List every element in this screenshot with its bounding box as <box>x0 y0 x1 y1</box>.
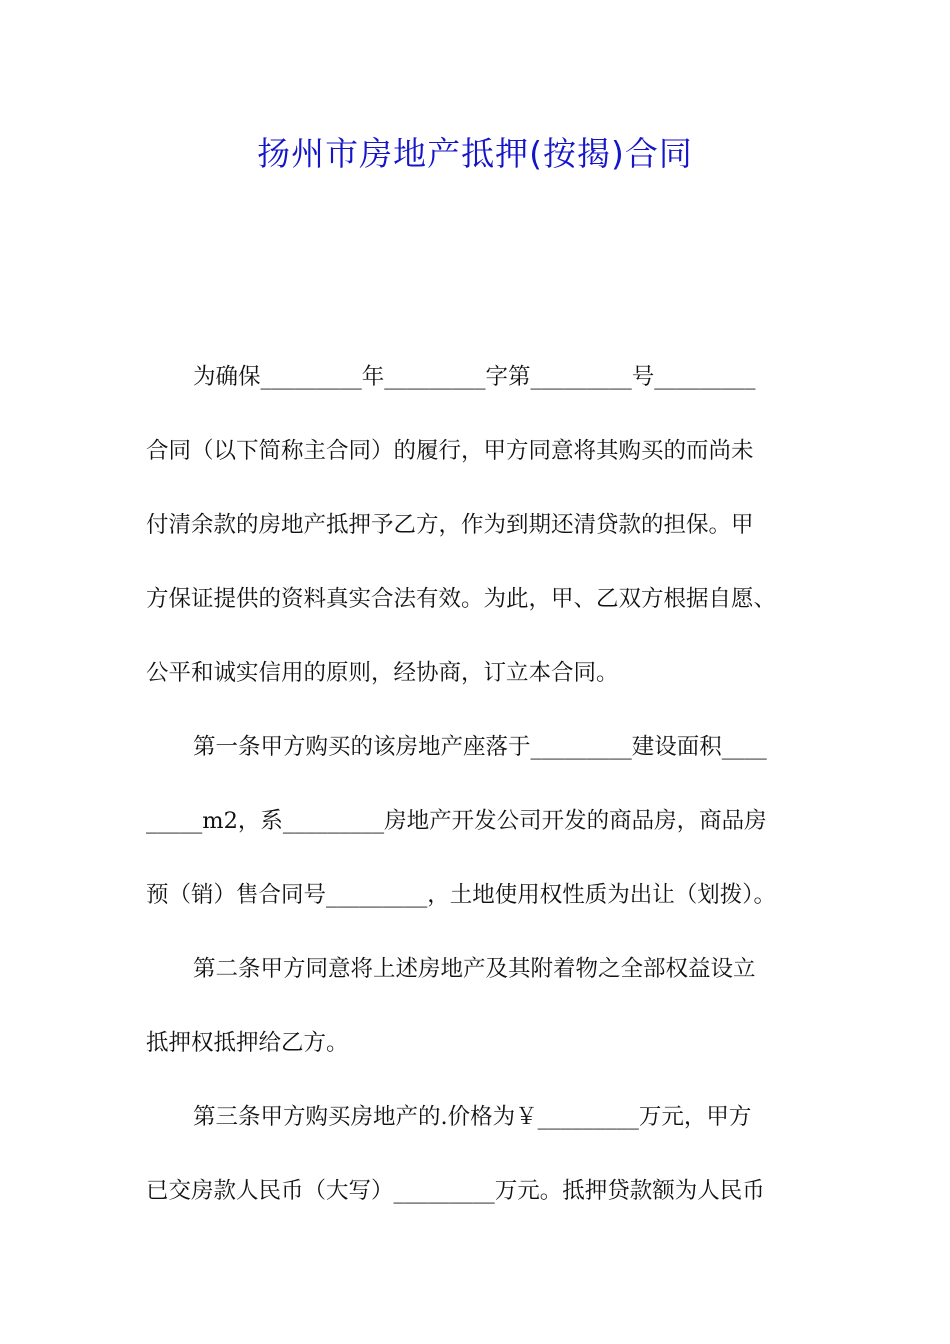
paragraph-line: 公平和诚实信用的原则，经协商，订立本合同。 <box>146 660 619 686</box>
document-body <box>146 340 836 1228</box>
article-3-line: 已交房款人民币（大写）_________万元。抵押贷款额为人民币 <box>146 1178 765 1204</box>
article-1-line: 第一条甲方购买的该房地产座落于_________建设面积____ <box>193 734 767 760</box>
document-title: 扬州市房地产抵押(按揭)合同 <box>257 134 693 173</box>
article-2-line: 抵押权抵押给乙方。 <box>146 1030 349 1056</box>
paragraph-line: 付清余款的房地产抵押予乙方，作为到期还清贷款的担保。甲 <box>146 512 754 538</box>
paragraph-line: 为确保_________年_________字第_________号_________ <box>193 364 756 390</box>
article-1-line: _____m2，系_________房地产开发公司开发的商品房，商品房 <box>146 808 767 834</box>
paragraph-line: 方保证提供的资料真实合法有效。为此，甲、乙双方根据自愿、 <box>146 586 777 612</box>
article-3-line: 第三条甲方购买房地产的.价格为￥_________万元，甲方 <box>193 1104 752 1130</box>
article-2-line: 第二条甲方同意将上述房地产及其附着物之全部权益设立 <box>193 956 756 982</box>
article-1-line: 预（销）售合同号_________，土地使用权性质为出让（划拨）。 <box>146 882 777 908</box>
paragraph-line: 合同（以下简称主合同）的履行，甲方同意将其购买的而尚未 <box>146 438 754 464</box>
